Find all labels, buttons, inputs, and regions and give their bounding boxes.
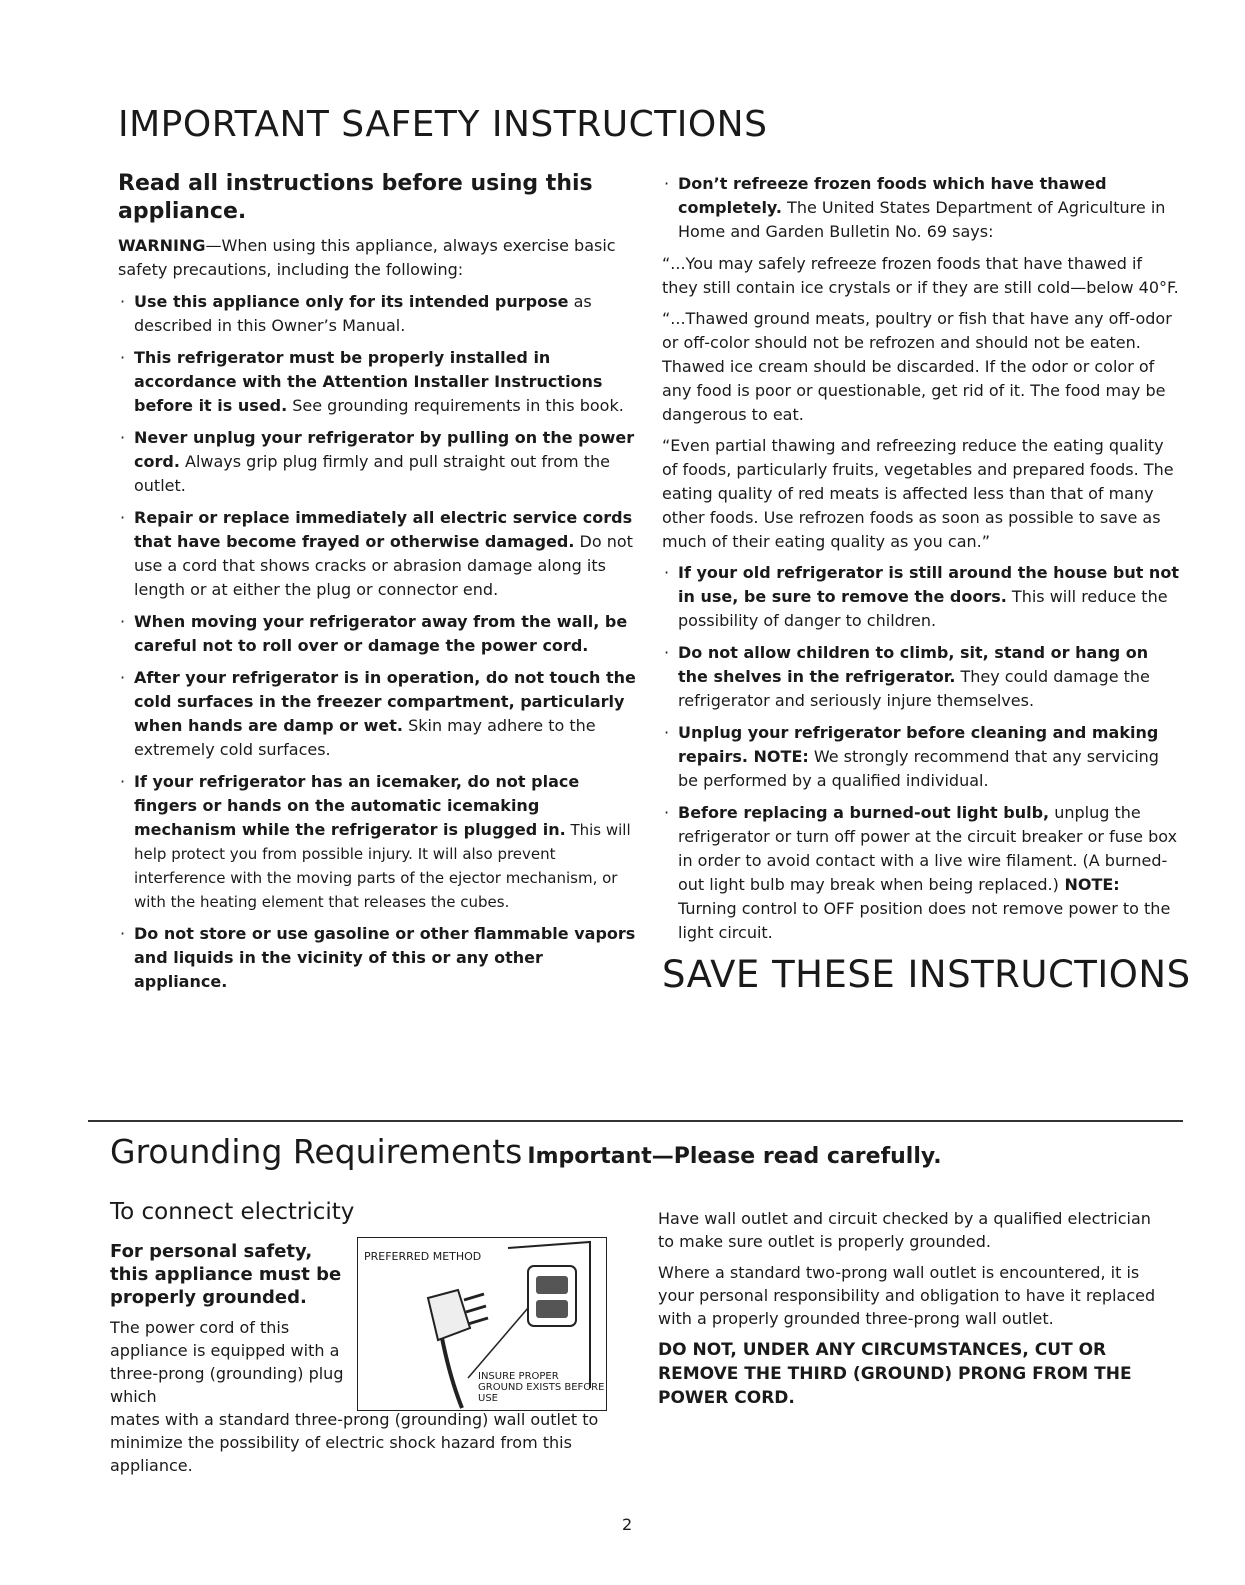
- bullet-icon: ·: [120, 668, 126, 687]
- grounding-heading: [110, 1132, 942, 1171]
- bullet-icon: ·: [120, 508, 126, 527]
- safety-item: [118, 426, 638, 498]
- grounding-title: Grounding Requirements: [110, 1132, 523, 1171]
- warning-text: —When using this appliance, always exercise basic safety precautions, including the following:: [118, 236, 616, 279]
- bullet-icon: ·: [664, 563, 670, 582]
- safety-item: [662, 641, 1182, 713]
- instructions-heading: Read all instructions before using this appliance.: [118, 171, 593, 224]
- bullet-icon: ·: [664, 723, 670, 742]
- safety-item: [662, 172, 1182, 244]
- item-bold: Use this appliance only for its intended purpose: [134, 292, 569, 311]
- item-text: as described in this Owner’s Manual.: [134, 292, 592, 335]
- grounding-text-continued: mates with a standard three-prong (grounding) wall outlet to minimize the possibility of electric shock hazard from this appliance.: [110, 1410, 599, 1475]
- left-column: [118, 170, 638, 1002]
- grounding-warning: DO NOT, UNDER ANY CIRCUMSTANCES, CUT OR REMOVE THE THIRD (GROUND) PRONG FROM THE POWER CORD.: [658, 1340, 1132, 1408]
- three-prong-plug: [428, 1290, 470, 1340]
- usda-quote: “...Thawed ground meats, poultry or fish that have any off-odor or off-color should not be refrozen and should not be eaten. Thawed ice cream should be discarded. If the odor or color of any food is poor or questionable, get rid of it. The food may be dangerous to eat.: [662, 309, 1172, 424]
- item-bold: Before replacing a burned-out light bulb,: [678, 803, 1050, 822]
- item-bold: If your old refrigerator is still around the house but not in use, be sure to remove the doors.: [678, 563, 1179, 606]
- item-text: Turning control to OFF position does not remove power to the light circuit.: [678, 899, 1171, 942]
- item-bold: Repair or replace immediately all electric service cords that have become frayed or otherwise damaged.: [134, 508, 633, 551]
- item-bold: Do not store or use gasoline or other flammable vapors and liquids in the vicinity of this or any other appliance.: [134, 924, 636, 991]
- item-bold: Unplug your refrigerator before cleaning and making repairs.: [678, 723, 1159, 766]
- item-text: This will help protect you from possible injury. It will also prevent interference with the moving parts of the ejector mechanism, or with the heating element that releases the cubes.: [134, 821, 631, 911]
- item-bold: Don’t refreeze frozen foods which have thawed completely.: [678, 174, 1107, 217]
- item-text: The United States Department of Agriculture in Home and Garden Bulletin No. 69 says:: [678, 198, 1166, 241]
- figure-caption: INSURE PROPER GROUND EXISTS BEFORE USE: [478, 1371, 605, 1404]
- item-text: See grounding requirements in this book.: [287, 396, 624, 415]
- safety-item: [118, 666, 638, 762]
- usda-quote: “...You may safely refreeze frozen foods that have thawed if they still contain ice crystals or if they are still cold—below 40°F.: [662, 254, 1179, 297]
- pointer-line: [468, 1308, 528, 1378]
- item-text: This will reduce the possibility of danger to children.: [678, 587, 1168, 630]
- plug-prong: [464, 1294, 484, 1300]
- bullet-icon: ·: [664, 643, 670, 662]
- item-text: They could damage the refrigerator and seriously injure themselves.: [678, 667, 1150, 710]
- safety-item: [662, 721, 1182, 793]
- safety-item: [118, 290, 638, 338]
- safety-item: [118, 346, 638, 418]
- bullet-icon: ·: [120, 428, 126, 447]
- safety-item: [118, 922, 638, 994]
- outlet-socket: [536, 1276, 568, 1294]
- grounding-paragraph: Have wall outlet and circuit checked by a qualified electrician to make sure outlet is properly grounded.: [658, 1209, 1151, 1251]
- power-cord: [442, 1338, 462, 1408]
- grounding-text: The power cord of this appliance is equipped with a three-prong (grounding) plug which: [110, 1318, 344, 1406]
- item-text: Do not use a cord that shows cracks or abrasion damage along its length or at either the plug or connector end.: [134, 532, 633, 599]
- item-bold: Never unplug your refrigerator by pulling on the power cord.: [134, 428, 635, 471]
- save-instructions-heading: SAVE THESE INSTRUCTIONS: [662, 953, 1191, 996]
- item-bold: After your refrigerator is in operation, do not touch the cold surfaces in the freezer compartment, particularly when hands are damp or wet.: [134, 668, 636, 735]
- right-column: [662, 172, 1191, 996]
- usda-quote: “Even partial thawing and refreezing reduce the eating quality of foods, particularly fruits, vegetables and prepared foods. The eating quality of red meats is affected less than that of many other foods. Use refrozen foods as soon as possible to save as much of their eating quality as you can.”: [662, 436, 1174, 551]
- page-title: IMPORTANT SAFETY INSTRUCTIONS: [118, 104, 768, 145]
- safety-item: [662, 561, 1182, 633]
- grounding-safety-statement: For personal safety, this appliance must be properly grounded.: [110, 1241, 342, 1308]
- item-text: unplug the refrigerator or turn off power at the circuit breaker or fuse box in order to avoid contact with a live wire filament. (A burned-out light bulb may break when being replaced.): [678, 803, 1178, 894]
- note-label: NOTE:: [1058, 875, 1120, 894]
- section-divider: [88, 1120, 1183, 1122]
- bullet-icon: ·: [664, 803, 670, 822]
- item-bold: Do not allow children to climb, sit, stand or hang on the shelves in the refrigerator.: [678, 643, 1149, 686]
- item-bold: When moving your refrigerator away from the wall, be careful not to roll over or damage the power cord.: [134, 612, 628, 655]
- figure-label: PREFERRED METHOD: [364, 1250, 482, 1263]
- plug-prong: [466, 1306, 486, 1312]
- item-text: Skin may adhere to the extremely cold surfaces.: [134, 716, 596, 759]
- outlet-socket: [536, 1300, 568, 1318]
- item-text: We strongly recommend that any servicing be performed by a qualified individual.: [678, 747, 1159, 790]
- bullet-icon: ·: [120, 612, 126, 631]
- warning-paragraph: [118, 234, 638, 282]
- warning-label: WARNING: [118, 236, 206, 255]
- page-number: 2: [622, 1515, 633, 1534]
- grounding-right-column: [658, 1207, 1168, 1418]
- safety-item: [118, 506, 638, 602]
- grounding-subtitle: Important—Please read carefully.: [527, 1144, 942, 1169]
- grounding-paragraph: Where a standard two-prong wall outlet is encountered, it is your personal responsibility and obligation to have it replaced with a properly grounded three-prong wall outlet.: [658, 1263, 1156, 1328]
- grounding-plug-figure: [357, 1237, 607, 1411]
- bullet-icon: ·: [664, 174, 670, 193]
- bullet-icon: ·: [120, 772, 126, 791]
- bullet-icon: ·: [120, 924, 126, 943]
- connect-heading: To connect electricity: [110, 1199, 355, 1225]
- plug-prong: [468, 1318, 488, 1324]
- item-bold: This refrigerator must be properly installed in accordance with the Attention Installer Instructions before it is used.: [134, 348, 603, 415]
- safety-item: [118, 770, 638, 914]
- safety-item: [662, 801, 1182, 945]
- item-text: Always grip plug firmly and pull straight out from the outlet.: [134, 452, 610, 495]
- item-bold: If your refrigerator has an icemaker, do not place fingers or hands on the automatic icemaking mechanism while the refrigerator is plugged in.: [134, 772, 580, 839]
- safety-item: [118, 610, 638, 658]
- bullet-icon: ·: [120, 348, 126, 367]
- note-label: NOTE:: [747, 747, 809, 766]
- bullet-icon: ·: [120, 292, 126, 311]
